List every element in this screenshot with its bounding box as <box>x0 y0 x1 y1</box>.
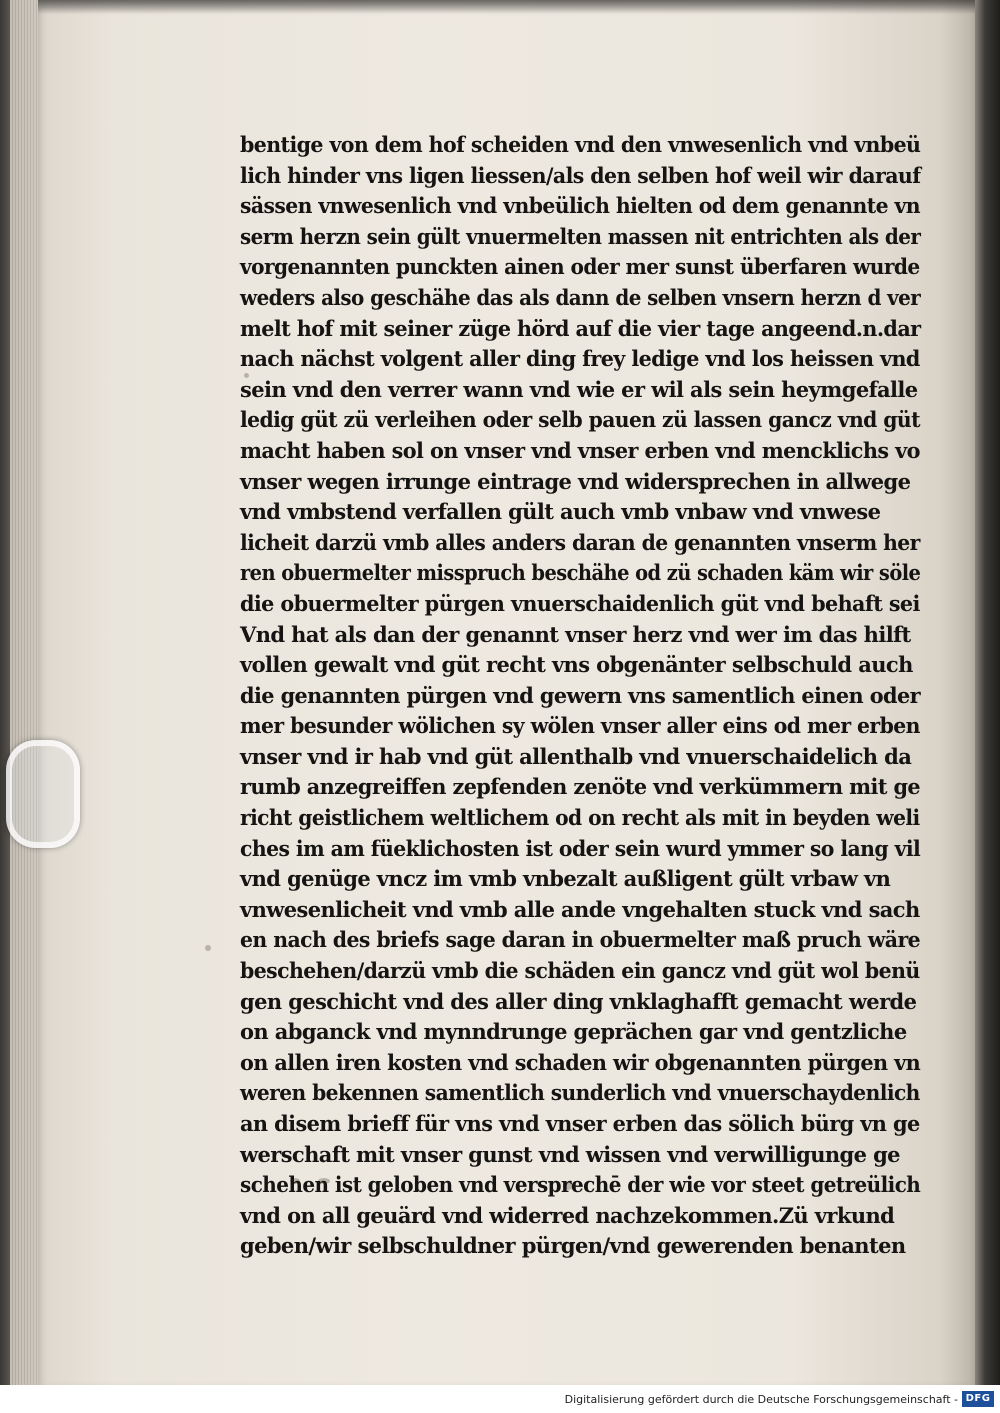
text-line: weders also geschähe das als dann de selben vnsern herzn d ver <box>240 284 921 310</box>
text-line: vnwesenlicheit vnd vmb alle ande vngehalten stuck vnd sach <box>240 896 920 922</box>
text-line: Vnd hat als dan der genannt vnser herz vnd wer im das hilft <box>240 621 911 647</box>
page-text-block <box>240 130 921 1259</box>
text-line: rumb anzegreiffen zepfenden zenöte vnd verkümmern mit ge <box>240 774 920 800</box>
text-line: gen geschicht vnd des aller ding vnklaghafft gemacht werde <box>240 988 917 1014</box>
text-line: geben/wir selbschuldner pürgen/vnd gewerenden benanten <box>240 1233 906 1259</box>
dfg-logo: DFG <box>962 1391 994 1407</box>
text-line: licheit darzü vmb alles anders daran de genannten vnserm her <box>240 529 920 555</box>
text-line: bentige von dem hof scheiden vnd den vnwesenlich vnd vnbeü <box>240 132 921 157</box>
text-line: weren bekennen samentlich sunderlich vnd vnuerschaydenlich <box>240 1080 920 1106</box>
text-line: nach nächst volgent aller ding frey ledige vnd los heissen vnd <box>240 346 920 372</box>
text-line: vnser vnd ir hab vnd güt allenthalb vnd vnuerschaidelich da <box>240 743 912 769</box>
text-line: vnd vmbstend verfallen gült auch vmb vnbaw vnd vnwese <box>240 499 881 525</box>
text-line: ledig güt zü verleihen oder selb pauen zü lassen gancz vnd güt <box>240 407 920 433</box>
text-line: vnd on all geuärd vnd widerred nachzekommen.Zü vrkund <box>240 1202 895 1228</box>
text-line: die genannten pürgen vnd gewern vns samentlich einen oder <box>240 682 921 708</box>
text-line: vnser wegen irrunge eintrage vnd widersprechen in allwege <box>240 468 911 494</box>
text-line: werschaft mit vnser gunst vnd wissen vnd verwilligunge ge <box>240 1141 900 1167</box>
text-line: ren obuermelter misspruch beschähe od zü schaden käm wir söle <box>240 560 921 586</box>
text-line: melt hof mit seiner züge hörd auf die vier tage angeend.n.dar <box>240 315 921 341</box>
text-line: schehen ist geloben vnd versprechē der wie vor steet getreülich <box>240 1172 921 1198</box>
text-line: en nach des briefs sage daran in obuermelter maß pruch wäre <box>240 927 921 953</box>
text-line: serm herzn sein gült vnuermelten massen nit entrichten als der <box>240 223 921 249</box>
text-line: ches im am füeklichosten ist oder sein wurd ymmer so lang vil <box>240 835 921 861</box>
text-line: an disem brieff für vns vnd vnser erben das sölich bürg vn ge <box>240 1111 920 1136</box>
text-line: macht haben sol on vnser vnd vnser erben vnd mencklichs vo <box>240 437 920 463</box>
text-line: on allen iren kosten vnd schaden wir obgenannten pürgen vn <box>240 1049 921 1075</box>
text-line: die obuermelter pürgen vnuerschaidenlich güt vnd behaft sei <box>240 590 920 616</box>
text-line: on abganck vnd mynndrunge geprächen gar vnd gentzliche <box>240 1019 907 1045</box>
binding-marks <box>985 260 999 440</box>
text-line: vorgenannten punckten ainen oder mer sunst überfaren wurde <box>240 254 920 280</box>
book-binding-right <box>975 0 1000 1385</box>
text-line: lich hinder vns ligen liessen/als den selben hof weil wir darauf <box>240 162 921 188</box>
text-line: vnd genüge vncz im vmb vnbezalt außligent gült vrbaw vn <box>240 866 891 892</box>
page-clip <box>6 740 80 848</box>
text-line: mer besunder wölichen sy wölen vnser aller eins od mer erben <box>240 713 920 739</box>
funding-credit: Digitalisierung gefördert durch die Deutsche Forschungsgemeinschaft - <box>564 1393 958 1406</box>
page-top-shadow <box>38 0 978 14</box>
text-line: richt geistlichem weltlichem od on recht als mit in beyden weli <box>240 805 920 831</box>
footer-bar <box>0 1385 1000 1413</box>
page-blemish <box>205 945 211 951</box>
text-line: vollen gewalt vnd güt recht vns obgenänter selbschuld auch <box>240 652 913 678</box>
text-line: sein vnd den verrer wann vnd wie er wil als sein heymgefalle <box>240 376 918 402</box>
text-line: sässen vnwesenlich vnd vnbeülich hielten od dem genannte vn <box>240 193 920 219</box>
text-line: beschehen/darzü vmb die schäden ein gancz vnd güt wol benü <box>240 958 920 984</box>
